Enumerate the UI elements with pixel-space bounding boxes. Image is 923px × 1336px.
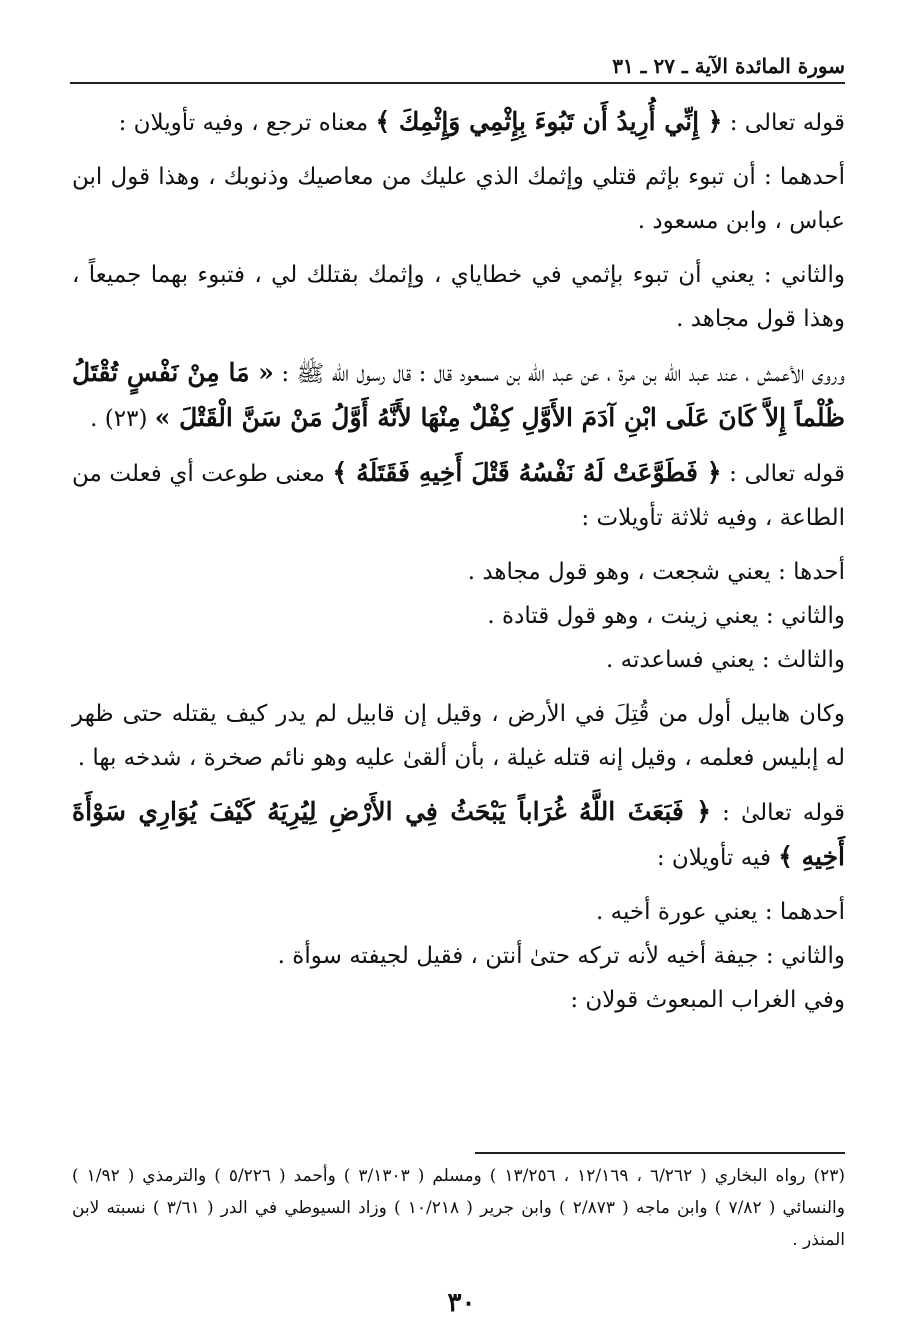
footnote-divider <box>475 1152 845 1154</box>
paragraph: أحدها : يعني شجعت ، وهو قول مجاهد . <box>467 559 845 585</box>
running-header <box>70 52 845 84</box>
page-number: ٣٠ <box>447 1288 476 1318</box>
footnote-reference: (٢٣) . <box>90 406 155 432</box>
paragraph: أحدهما : يعني عورة أخيه . <box>596 899 845 925</box>
paragraph-text: معنى طوعت أي فعلت من الطاعة ، وفيه ثلاثة تأويلات : <box>72 461 845 531</box>
main-text <box>72 100 845 1022</box>
paragraph: والثالث : يعني فساعدته . <box>605 647 845 673</box>
paragraph: والثاني : يعني أن تبوء بإثمي في خطاياي ، وإثمك بقتلك لي ، فتبوء بهما جميعاً ، وهذا قول مجاهد . <box>72 262 845 332</box>
footnotes <box>72 1160 845 1256</box>
paragraph: والثاني : يعني زينت ، وهو قول قتادة . <box>487 603 845 629</box>
header-title: سورة المائدة الآية ـ ٢٧ ـ ٣١ <box>612 54 845 78</box>
quran-verse: ﴿ فَطَوَّعَتْ لَهُ نَفْسُهُ قَتْلَ أَخِيهِ فَقَتَلَهُ ﴾ <box>332 458 722 487</box>
footnote: (٢٣) رواه البخاري ( ٦/٢٦٢ ، ١٢/١٦٩ ، ١٣/٢٥٦ ) ومسلم ( ٣/١٣٠٣ ) وأحمد ( ٥/٢٢٦ ) والترمذي ( ١/٩٢ ) والنسائي ( ٧/٨٢ ) وابن ماجه ( ٢/٨٧٣ ) وابن جرير ( ١٠/٢١٨ ) وزاد السيوطي في الدر ( ٣/٦١ ) نسبته لابن المنذر . <box>72 1166 845 1250</box>
paragraph-text: فيه تأويلان : <box>656 845 779 871</box>
paragraph: وفي الغراب المبعوث قولان : <box>570 987 845 1013</box>
hadith-quote: « مَا مِنْ نَفْسٍ تُقْتَلُ ظُلْماً إِلاَّ كَانَ عَلَى ابْنِ آدَمَ الأَوَّلِ كِفْلٌ مِنْهَا لأَنَّهُ أَوَّلُ مَنْ سَنَّ الْقَتْلَ » <box>72 358 845 432</box>
paragraph: أحدهما : أن تبوء بإثم قتلي وإثمك الذي عليك من معاصيك وذنوبك ، وهذا قول ابن عباس ، وابن مسعود . <box>72 164 845 234</box>
paragraph-text: قوله تعالىٰ : <box>710 800 845 826</box>
paragraph-text: قوله تعالى : <box>722 110 845 136</box>
quran-verse: ﴿ فَبَعَثَ اللَّهُ غُرَاباً يَبْحَثُ فِي الأَرْضِ لِيُرِيَهُ كَيْفَ يُوَارِي سَوْأَةَ أَخِيهِ ﴾ <box>72 797 845 871</box>
paragraph-text: معناه ترجع ، وفيه تأويلان : <box>118 110 376 136</box>
paragraph-text: قوله تعالى : <box>721 461 845 487</box>
paragraph <box>72 351 845 441</box>
paragraph: وكان هابيل أول من قُتِلَ في الأرض ، وقيل إن قابيل لم يدر كيف يقتله حتى ظهر له إبليس فعلمه ، وقيل إنه قتله غيلة ، بأن ألقىٰ عليه وهو نائم صخرة ، شدخه بها . <box>72 701 845 771</box>
paragraph <box>72 790 845 880</box>
paragraph <box>72 451 845 540</box>
paragraph-text: وروى الأعمش ، عند عبد الله بن مرة ، عن عبد الله بن مسعود قال : قال رسول الله ﷺ : <box>273 361 845 387</box>
quran-verse: ﴿ إِنِّي أُرِيدُ أَن تَبُوءَ بِإِثْمِي وَإِثْمِكَ ﴾ <box>375 107 723 136</box>
paragraph <box>72 100 845 145</box>
paragraph: والثاني : جيفة أخيه لأنه تركه حتىٰ أنتن ، فقيل لجيفته سوأة . <box>277 943 845 969</box>
